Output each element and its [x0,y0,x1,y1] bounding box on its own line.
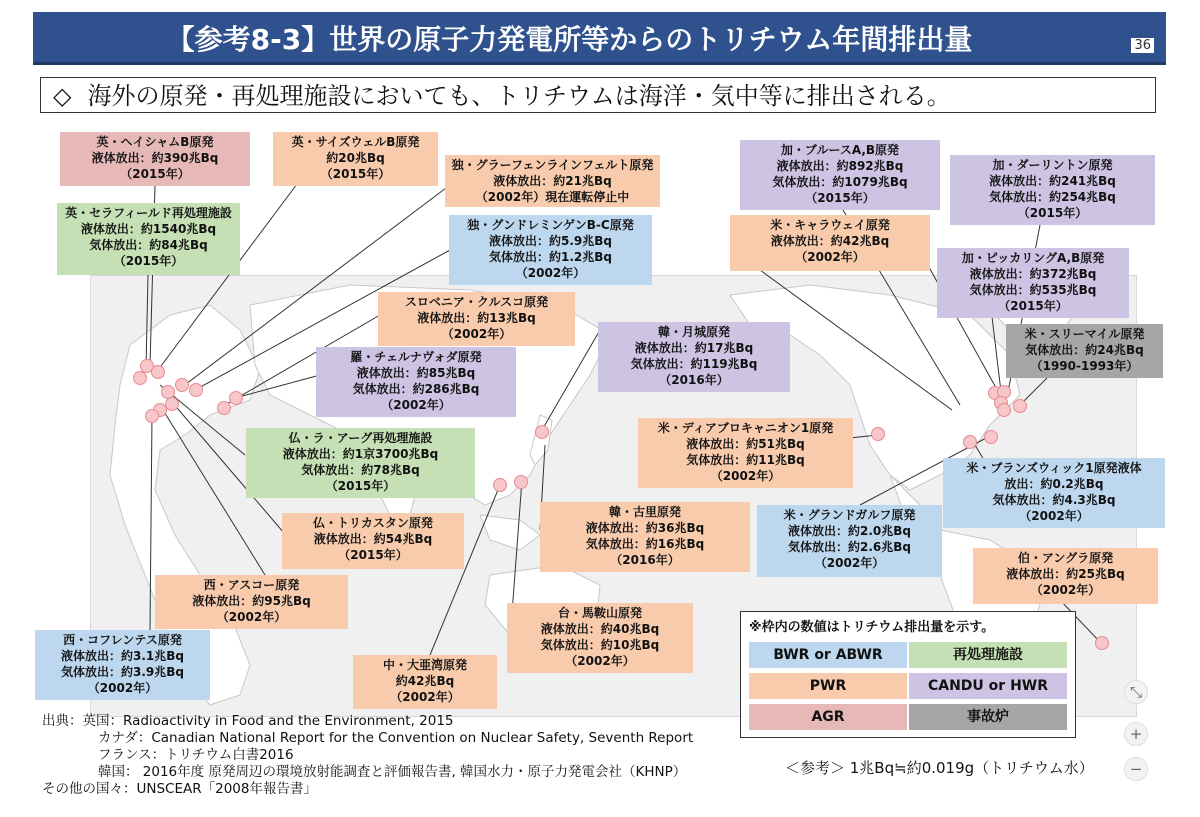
se-asia-islands [480,515,540,550]
box-callaway [730,215,930,271]
diamond-icon: ◇ [53,82,72,110]
box-line: （2002年） [87,681,158,695]
plant-dot[interactable] [1095,636,1109,650]
subtitle-box [40,77,1156,113]
box-line: （2016年） [659,373,729,387]
plant-dot[interactable] [871,427,885,441]
box-line: 放出：約0.2兆Bq [1004,477,1104,491]
plant-dot[interactable] [997,403,1011,417]
box-maanshan [507,603,693,673]
box-line: 加・ダーリントン原発 [992,158,1113,172]
box-line: 液体放出：約3.1兆Bq [61,649,184,663]
box-line: 英・サイズウェルB原発 [291,135,420,149]
box-line: 台・馬鞍山原発 [557,606,642,620]
plant-dot[interactable] [151,365,165,379]
box-line: （2002年） [381,398,451,412]
box-line: 独・グンドレミンゲンB-C原発 [467,218,634,232]
box-dayabay [353,655,497,709]
box-line: 気体放出：約1079兆Bq [772,175,908,189]
box-line: 気体放出：約119兆Bq [630,357,758,371]
box-line: 韓・古里原発 [608,505,681,519]
box-line: （2002年） [814,556,885,570]
box-line: 気体放出：約286兆Bq [352,382,480,396]
plant-dot[interactable] [145,409,159,423]
box-line: 気体放出：約10兆Bq [540,638,660,652]
box-krsko [378,292,575,346]
plant-dot[interactable] [963,435,977,449]
box-line: 液体放出：約1京3700兆Bq [282,447,439,461]
plant-dot[interactable] [1013,399,1027,413]
source-line: 韓国： 2016年度 原発周辺の環境放射能調査と評価報告書, 韓国水力・原子力発電会社（KHNP） [98,764,687,780]
box-line: 中・大亜湾原発 [382,658,467,672]
box-pickering [937,248,1129,318]
box-line: （2015年） [998,299,1068,313]
box-line: 仏・ラ・アーグ再処理施設 [288,431,433,445]
box-kori [540,502,750,572]
box-cernavoda [316,347,516,417]
source-line: 出典：英国：Radioactivity in Food and the Environment, 2015 [42,713,454,729]
plant-dot[interactable] [189,383,203,397]
box-asco [155,575,348,629]
box-line: 気体放出：約11兆Bq [686,453,805,467]
plant-dot[interactable] [133,371,147,385]
box-line: 気体放出：約78兆Bq [301,463,420,477]
box-line: 西・アスコー原発 [203,578,300,592]
box-line: （2015年） [120,167,190,181]
box-line: 英・セラフィールド再処理施設 [65,206,232,220]
plant-dot[interactable] [229,391,243,405]
plant-dot[interactable] [514,475,528,489]
box-line: 液体放出：約2.0兆Bq [788,524,911,538]
plant-dot[interactable] [493,478,507,492]
page-number: 36 [1131,38,1154,53]
box-line: （2015年） [1017,206,1088,220]
box-wolsong [598,322,790,392]
box-line: 液体放出：約54兆Bq [313,532,433,546]
zoom-out-button[interactable]: − [1124,757,1148,781]
subtitle-text: 海外の原発・再処理施設においても、トリチウムは海洋・気中等に排出される。 [87,82,951,110]
box-line: （2002年） [1030,583,1101,597]
box-line: 気体放出：約254兆Bq [989,190,1116,204]
box-line: 米・グランドガルフ原発 [783,508,916,522]
box-line: 液体放出：約1540兆Bq [80,222,217,236]
box-line: 気体放出：約2.6兆Bq [788,540,911,554]
box-line: 液体放出：約390兆Bq [91,151,219,165]
box-line: （2015年） [325,479,396,493]
plant-dot[interactable] [217,401,231,415]
box-line: （2015年） [338,548,408,562]
box-line: （2015年） [113,254,184,268]
box-line: （2002年） [216,610,287,624]
legend-bwr: BWR or ABWR [749,642,907,668]
box-tmi [1006,324,1163,378]
box-line: 液体放出：約372兆Bq [969,267,1097,281]
box-line: 約20兆Bq [326,151,385,165]
box-line: スロベニア・クルスコ原発 [404,295,549,309]
box-sizewell [273,132,438,186]
box-line: 気体放出：約84兆Bq [89,238,208,252]
box-line: 液体放出：約5.9兆Bq [489,234,612,248]
box-line: 羅・チェルナヴォダ原発 [350,350,482,364]
plant-dot[interactable] [165,397,179,411]
box-line: 液体放出：約241兆Bq [989,174,1116,188]
legend [740,611,1076,738]
plant-dot[interactable] [175,378,189,392]
zoom-in-button[interactable]: + [1124,722,1148,746]
box-tricastin [282,513,464,569]
box-line: 西・コフレンテス原発 [63,633,182,647]
box-line: 伯・アングラ原発 [1017,551,1114,565]
box-lahague [246,428,475,498]
box-line: 気体放出：約3.9兆Bq [61,665,184,679]
box-line: 液体放出：約17兆Bq [634,341,754,355]
box-line: 気体放出：約535兆Bq [969,283,1097,297]
box-line: （2002年） [795,250,865,264]
box-line: 米・ブランズウィック1原発液体 [966,461,1142,475]
box-line: 仏・トリカスタン原発 [313,516,433,530]
box-line: 米・キャラウェイ原発 [770,218,890,232]
box-line: （2002年） [710,469,781,483]
box-line: 液体放出：約40兆Bq [540,622,660,636]
box-line: （2002年） [441,327,512,341]
legend-agr: AGR [749,704,907,730]
source-line: カナダ：Canadian National Report for the Convention on Nuclear Safety, Seventh Report [98,730,694,746]
box-line: 加・ブルースA,B原発 [780,143,900,157]
box-gundremmingen [449,215,652,285]
box-angra [973,548,1158,604]
source-line: その他の国々：UNSCEAR「2008年報告書」 [42,781,317,797]
box-line: 独・グラーフェンラインフェルト原発 [451,158,654,172]
box-line: 約42兆Bq [395,674,455,688]
box-line: （1990-1993年） [1030,359,1139,373]
source-list [42,713,693,798]
box-line: （2002年） [390,690,460,704]
box-line: 英・ヘイシャムB原発 [96,135,214,149]
box-line: 米・ディアブロキャニオン1原発 [657,421,834,435]
box-line: （2016年） [610,553,680,567]
box-cofrentes [35,630,210,700]
box-line: 米・スリーマイル原発 [1024,327,1145,341]
box-darlington [950,155,1155,225]
box-line: 液体放出：約95兆Bq [192,594,311,608]
box-brunswick [943,458,1165,528]
box-line: （2002年） [565,654,635,668]
box-sellafield [57,203,240,275]
plant-dot[interactable] [535,425,549,439]
box-line: 液体放出：約42兆Bq [770,234,890,248]
legend-candu: CANDU or HWR [909,673,1067,699]
box-line: 気体放出：約1.2兆Bq [489,250,612,264]
box-line: （2015年） [320,167,391,181]
box-line: 気体放出：約4.3兆Bq [992,493,1116,507]
box-line: （2002年）現在運転停止中 [475,190,630,204]
plant-dot[interactable] [984,430,998,444]
box-line: 液体放出：約892兆Bq [776,159,904,173]
box-line: 液体放出：約25兆Bq [1006,567,1125,581]
box-line: 液体放出：約13兆Bq [417,311,536,325]
title-bar [33,12,1166,65]
box-heysham [60,132,250,186]
legend-pwr: PWR [749,673,907,699]
box-line: 気体放出：約24兆Bq [1025,343,1144,357]
source-line: フランス：トリチウム白書2016 [98,747,294,763]
fit-map-button[interactable]: ⤡ [1124,680,1148,704]
box-diablo [638,418,853,488]
legend-accident: 事故炉 [909,704,1067,730]
box-line: 韓・月城原発 [657,325,730,339]
box-line: （2002年） [1019,509,1089,523]
box-line: 気体放出：約16兆Bq [585,537,705,551]
box-line: （2002年） [515,266,586,280]
page-title: 【参考8-3】世界の原子力発電所等からのトリチウム年間排出量 [166,23,973,56]
legend-repro: 再処理施設 [909,642,1067,668]
box-line: （2015年） [805,191,875,205]
legend-title: ※枠内の数値はトリチウム排出量を示す。 [749,620,995,635]
box-bruce [740,140,940,210]
box-line: 液体放出：約36兆Bq [585,521,705,535]
box-line: 加・ピッカリングA,B原発 [961,251,1105,265]
box-line: 液体放出：約51兆Bq [686,437,805,451]
reference-note: ＜参考＞ 1兆Bq≒約0.019g（トリチウム水） [785,759,1094,777]
box-grafenrheinfeld [445,155,660,207]
box-line: 液体放出：約21兆Bq [493,174,612,188]
box-line: 液体放出：約85兆Bq [356,366,476,380]
box-grandgulf [757,505,942,577]
